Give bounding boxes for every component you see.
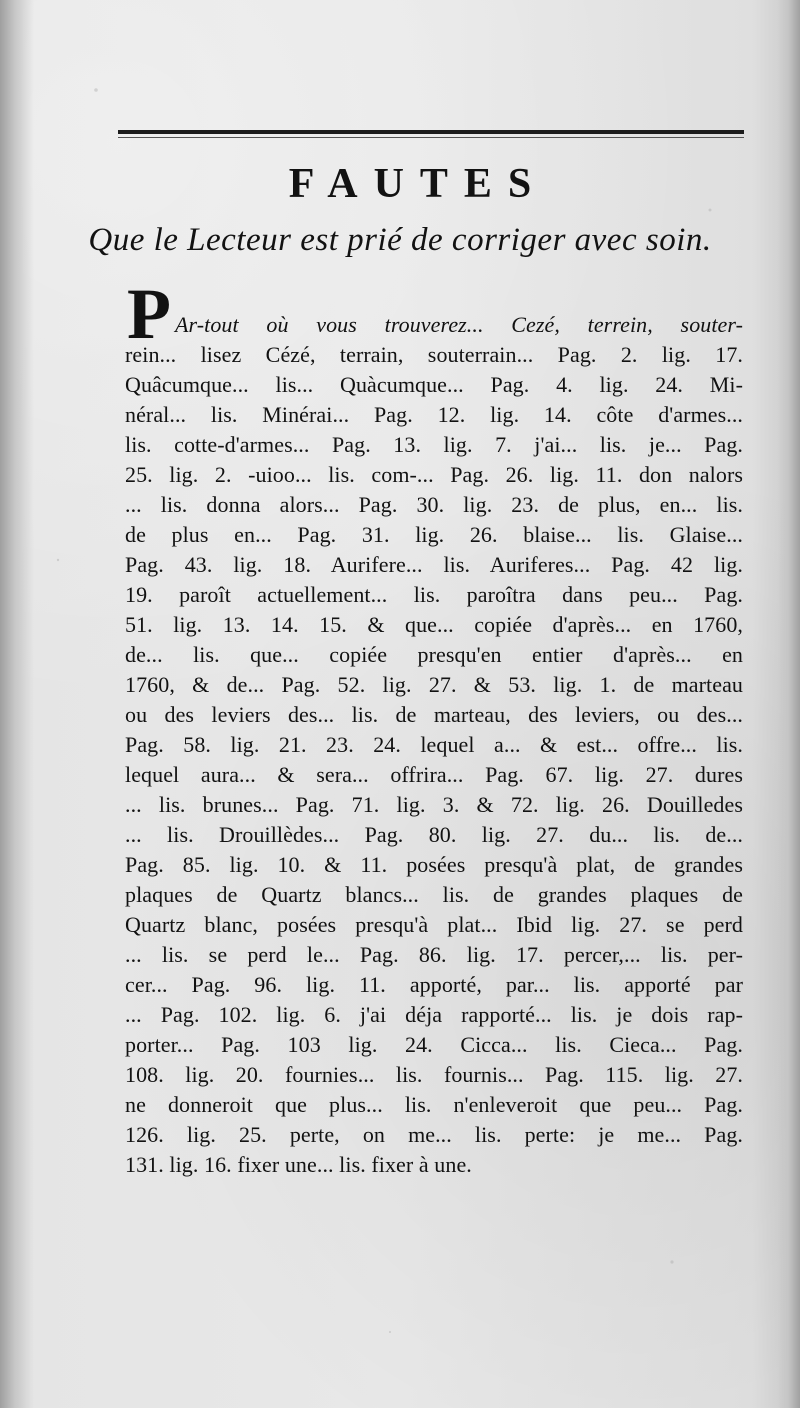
text-line: 126. lig. 25. perte, on me... lis. perte: je me... Pag. — [125, 1122, 743, 1147]
text-line: ... lis. brunes... Pag. 71. lig. 3. & 72. lig. 26. Douilledes — [125, 792, 743, 817]
page-subtitle: Que le Lecteur est prié de corriger avec soin. — [88, 222, 712, 258]
page-title: FAUTES — [288, 161, 548, 207]
text-line: porter... Pag. 103 lig. 24. Cicca... lis. Cieca... Pag. — [125, 1032, 743, 1057]
errata-body — [125, 274, 753, 1198]
text-line: plaques de Quartz blancs... lis. de grandes plaques de — [125, 882, 743, 907]
text-line: 131. lig. 16. fixer une... lis. fixer à une. — [125, 1152, 472, 1177]
text-line: Quartz blanc, posées presqu'à plat... Ibid lig. 27. se perd — [125, 912, 743, 937]
text-line: ... lis. se perd le... Pag. 86. lig. 17. percer,... lis. per- — [125, 942, 743, 967]
text-line: cer... Pag. 96. lig. 11. apporté, par... lis. apporté par — [125, 972, 743, 997]
text-line: ... Pag. 102. lig. 6. j'ai déja rapporté... lis. je dois rap- — [125, 1002, 743, 1027]
text-line: ... lis. donna alors... Pag. 30. lig. 23. de plus, en... lis. — [125, 492, 743, 517]
page-left-edge — [0, 0, 34, 1408]
text-line: ou des leviers des... lis. de marteau, des leviers, ou des... — [125, 702, 743, 727]
text-line: rein... lisez Cézé, terrain, souterrain... Pag. 2. lig. 17. — [125, 342, 743, 367]
text-line: Ar-tout où vous trouverez... Cezé, terrein, souter- — [175, 312, 743, 337]
speck — [94, 88, 98, 92]
text-line: 108. lig. 20. fournies... lis. fournis... Pag. 115. lig. 27. — [125, 1062, 743, 1087]
text-line: Quâcumque... lis... Quàcumque... Pag. 4. lig. 24. Mi- — [125, 372, 743, 397]
text-line: lequel aura... & sera... offrira... Pag. 67. lig. 27. dures — [125, 762, 743, 787]
text-line: de... lis. que... copiée presqu'en entier d'après... en — [125, 642, 743, 667]
text-line: Pag. 85. lig. 10. & 11. posées presqu'à plat, de grandes — [125, 852, 743, 877]
text-line: ne donneroit que plus... lis. n'enleveroit que peu... Pag. — [125, 1092, 743, 1117]
text-line: 25. lig. 2. -uioo... lis. com-... Pag. 26. lig. 11. don nalors — [125, 462, 743, 487]
text-line: Pag. 58. lig. 21. 23. 24. lequel a... & est... offre... lis. — [125, 732, 743, 757]
text-line: lis. cotte-d'armes... Pag. 13. lig. 7. j'ai... lis. je... Pag. — [125, 432, 743, 457]
text-line: 1760, & de... Pag. 52. lig. 27. & 53. lig. 1. de marteau — [125, 672, 743, 697]
speck — [709, 209, 712, 212]
text-line: Pag. 43. lig. 18. Aurifere... lis. Auriferes... Pag. 42 lig. — [125, 552, 743, 577]
title-rule — [118, 130, 744, 138]
speck — [670, 1260, 673, 1263]
speck — [57, 559, 59, 561]
text-line: 19. paroît actuellement... lis. paroîtra dans peu... Pag. — [125, 582, 743, 607]
text-line: néral... lis. Minérai... Pag. 12. lig. 14. côte d'armes... — [125, 402, 743, 427]
speck — [389, 1331, 391, 1333]
page-right-edge — [778, 0, 800, 1408]
dropcap-letter: P — [127, 274, 171, 354]
text-line: de plus en... Pag. 31. lig. 26. blaise... lis. Glaise... — [125, 522, 743, 547]
text-line: ... lis. Drouillèdes... Pag. 80. lig. 27. du... lis. de... — [125, 822, 743, 847]
text-line: 51. lig. 13. 14. 15. & que... copiée d'après... en 1760, — [125, 612, 743, 637]
